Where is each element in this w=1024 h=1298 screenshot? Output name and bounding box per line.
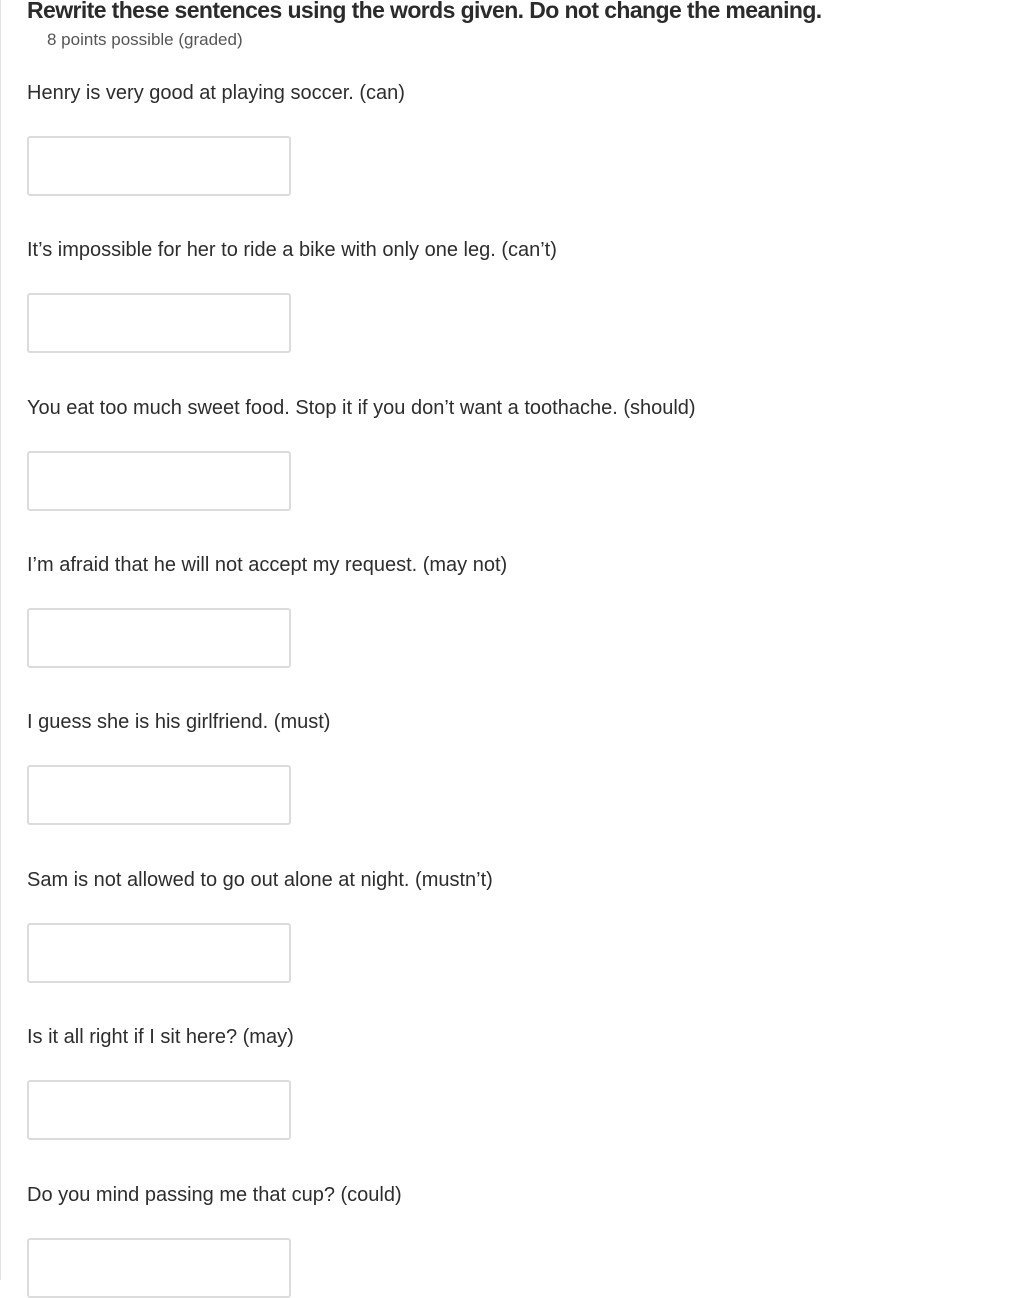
answer-input-2[interactable] xyxy=(27,293,291,353)
question-4 xyxy=(27,553,987,668)
answer-input-7[interactable] xyxy=(27,1080,291,1140)
answer-input-3[interactable] xyxy=(27,451,291,511)
question-prompt: It’s impossible for her to ride a bike with only one leg. (can’t) xyxy=(27,239,557,261)
question-prompt: Do you mind passing me that cup? (could) xyxy=(27,1184,402,1206)
answer-input-1[interactable] xyxy=(27,136,291,196)
question-prompt: I guess she is his girlfriend. (must) xyxy=(27,711,331,733)
question-prompt: Sam is not allowed to go out alone at night. (mustn’t) xyxy=(27,869,493,891)
problem-title: Rewrite these sentences using the words given. Do not change the meaning. xyxy=(27,0,822,23)
question-1 xyxy=(27,81,987,196)
question-prompt: Henry is very good at playing soccer. (can) xyxy=(27,82,405,104)
question-7 xyxy=(27,1025,987,1140)
page-left-border xyxy=(0,0,1,1280)
answer-input-6[interactable] xyxy=(27,923,291,983)
answer-input-4[interactable] xyxy=(27,608,291,668)
question-prompt: I’m afraid that he will not accept my request. (may not) xyxy=(27,554,508,576)
points-possible: 8 points possible (graded) xyxy=(47,30,243,49)
question-3 xyxy=(27,396,987,511)
question-8 xyxy=(27,1183,987,1298)
question-6 xyxy=(27,868,987,983)
question-5 xyxy=(27,710,987,825)
problem-header xyxy=(27,0,987,51)
question-prompt: You eat too much sweet food. Stop it if you don’t want a toothache. (should) xyxy=(27,397,696,419)
answer-input-8[interactable] xyxy=(27,1238,291,1298)
question-2 xyxy=(27,238,987,353)
answer-input-5[interactable] xyxy=(27,765,291,825)
question-prompt: Is it all right if I sit here? (may) xyxy=(27,1026,294,1048)
